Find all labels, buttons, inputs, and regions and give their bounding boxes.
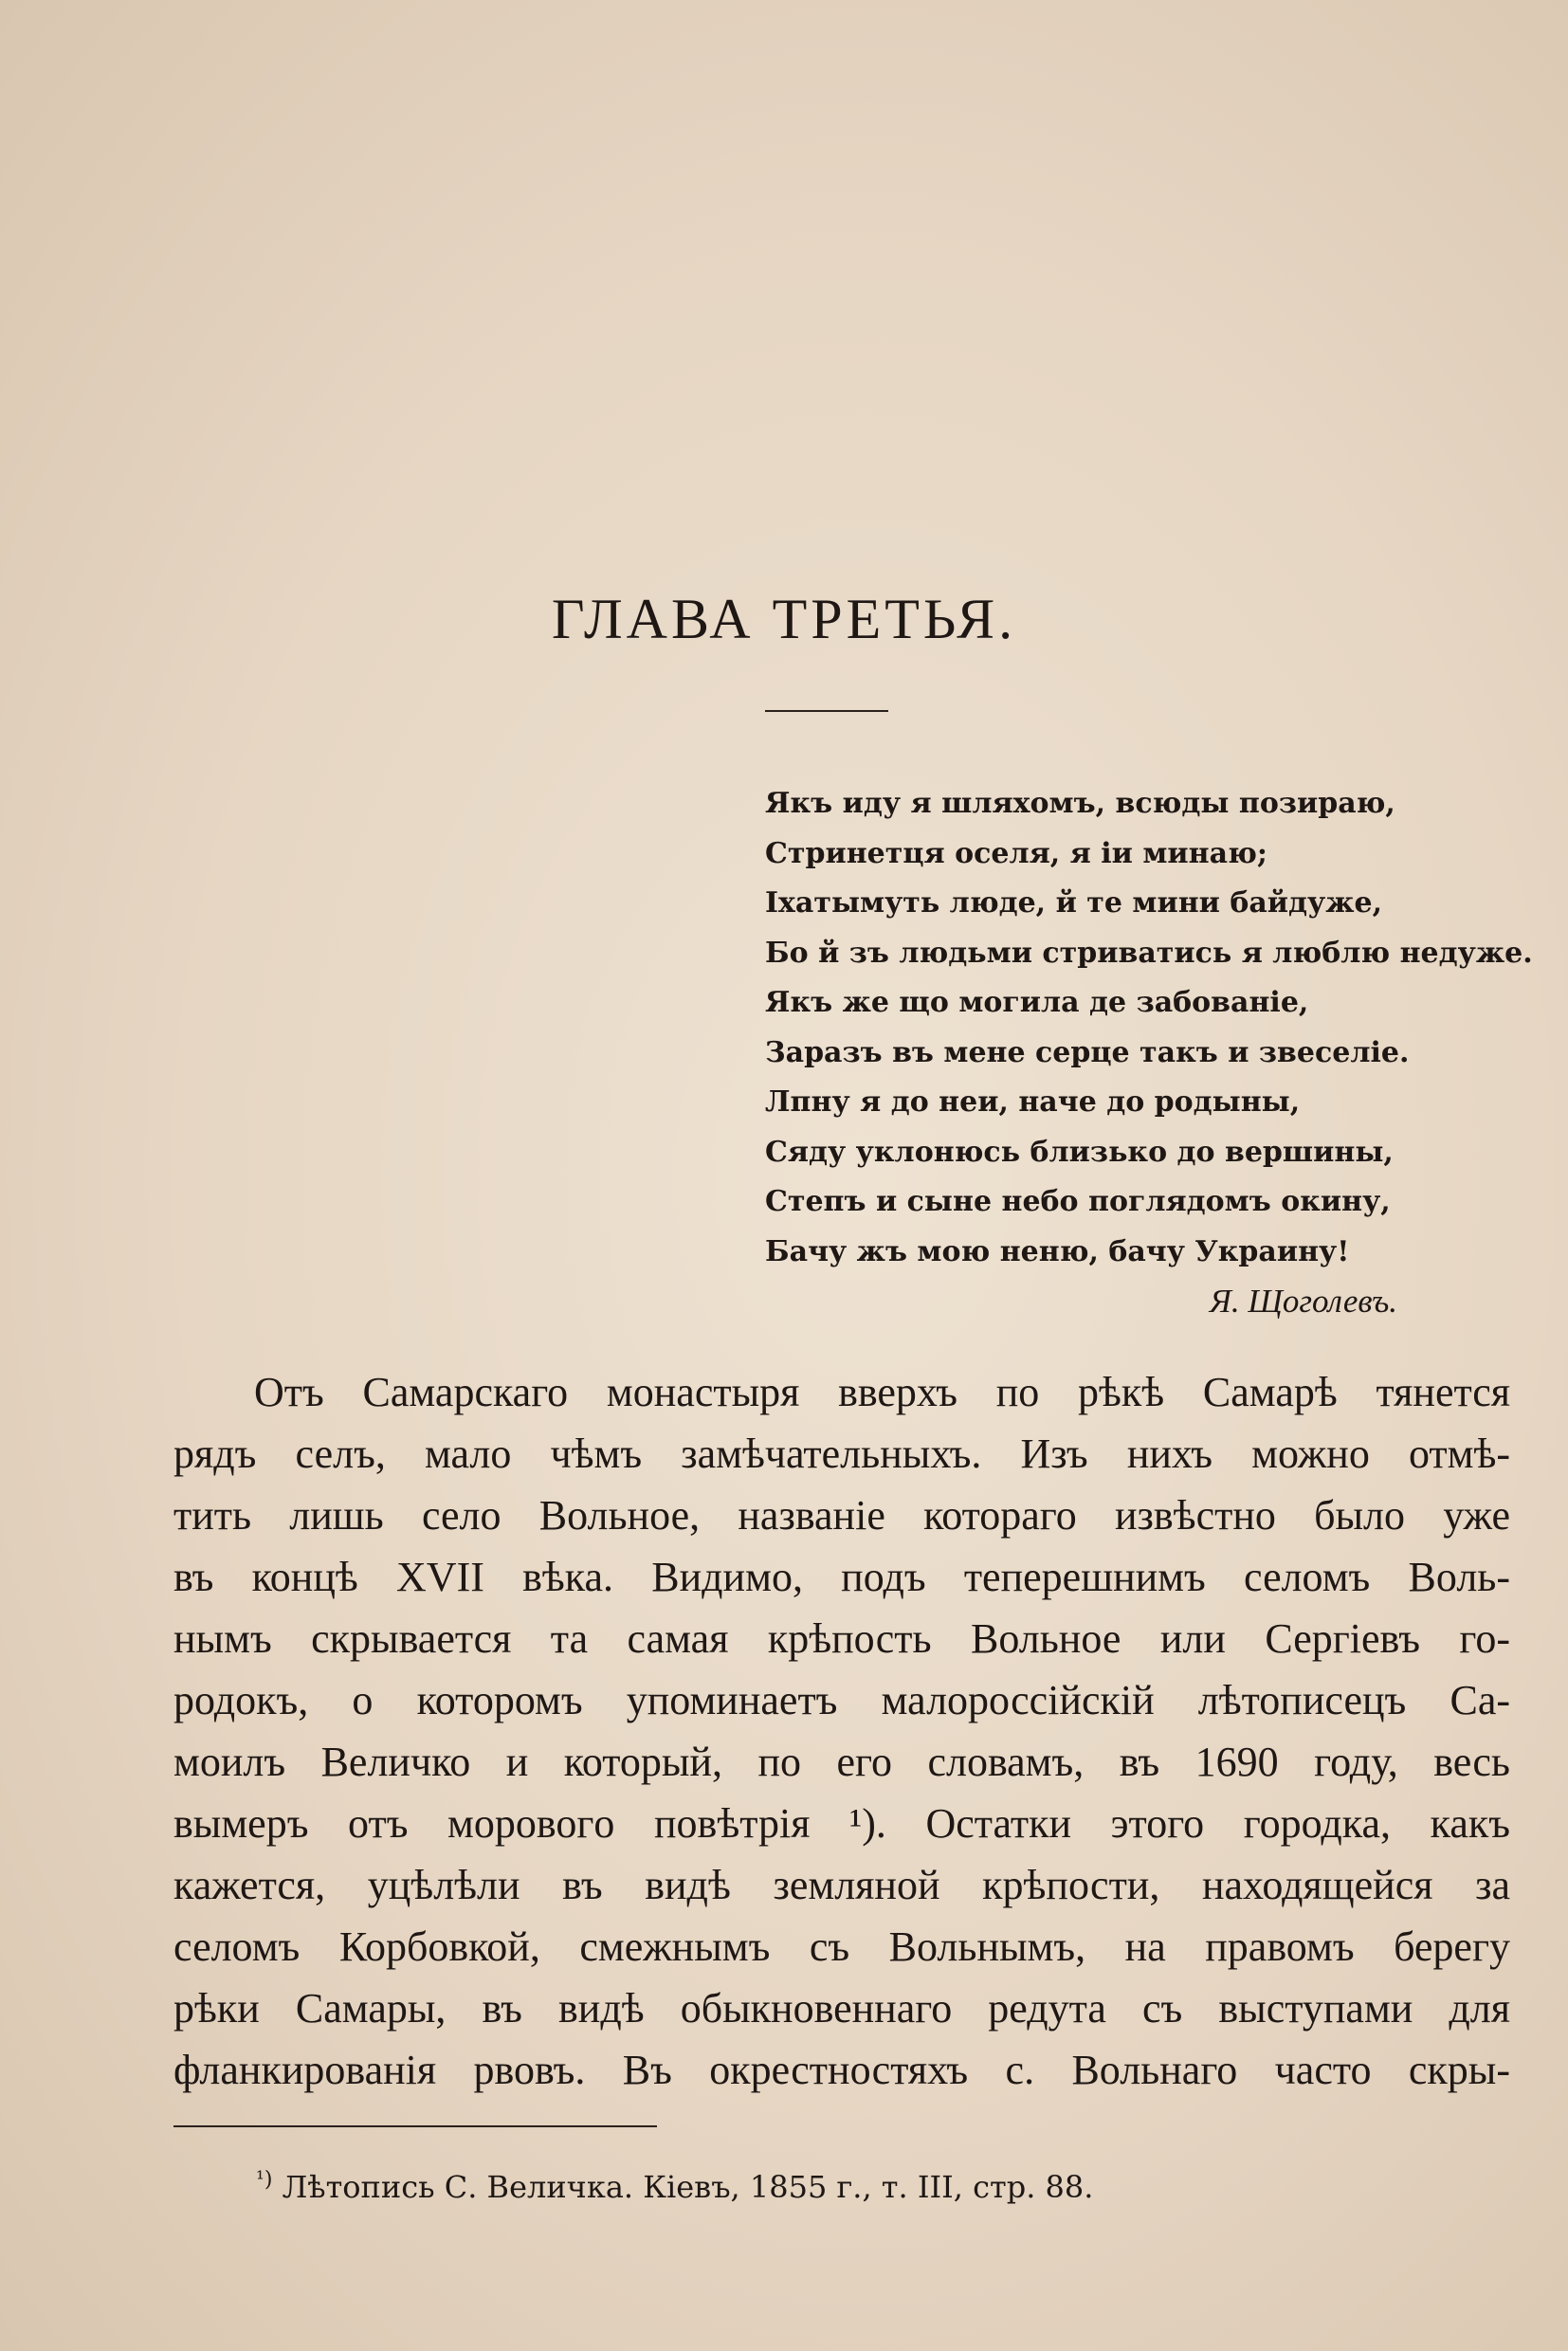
body-line: родокъ, о которомъ упоминаетъ малороссійскій лѣтописецъ Са- xyxy=(173,1677,1510,1723)
body-line: рядъ селъ, мало чѣмъ замѣчательныхъ. Изъ нихъ можно отмѣ- xyxy=(173,1431,1510,1477)
poem-line: Іхатымуть люде, й те мини байдуже, xyxy=(765,886,1383,920)
body-line: вымеръ отъ моровогo повѣтрія ¹). Остатки этого городка, какъ xyxy=(173,1800,1510,1847)
poem-line: Сяду уклонюсь близько до вершины, xyxy=(765,1135,1394,1169)
footnote-text: Лѣтопись С. Величка. Кіевъ, 1855 г., т. III, стр. 88. xyxy=(272,2169,1094,2205)
footnote-divider xyxy=(173,2125,657,2127)
poem-line: Степъ и сыне небо поглядомъ окину, xyxy=(765,1185,1391,1218)
poem-line: Стринетця оселя, я іи минаю; xyxy=(765,836,1267,870)
poem-line: Якъ же що могила де забованіе, xyxy=(765,986,1309,1019)
poem-line: Бачу жъ мою неню, бачу Украину! xyxy=(765,1234,1350,1268)
body-line: фланкированія рвовъ. Въ окрестностяхъ с. Вольнаго часто скры- xyxy=(173,2047,1510,2093)
body-line: моилъ Величко и который, по его словамъ, въ 1690 году, весь xyxy=(173,1739,1510,1785)
body-line: въ концѣ XVII вѣка. Видимо, подъ теперешнимъ селомъ Воль- xyxy=(173,1554,1510,1600)
body-paragraph xyxy=(173,1361,1510,2101)
epigraph-poem xyxy=(765,779,1533,1277)
chapter-title: ГЛАВА ТРЕТЬЯ. xyxy=(551,588,1017,650)
body-line: рѣки Самары, въ видѣ обыкновеннаго редута съ выступами для xyxy=(173,1985,1510,2032)
footnote-marker: ¹) xyxy=(256,2168,273,2192)
title-divider xyxy=(765,710,888,712)
body-line: нымъ скрывается та самая крѣпость Вольное или Сергіевъ го- xyxy=(173,1615,1510,1662)
body-line: кажется, уцѣлѣли въ видѣ земляной крѣпости, находящейся за xyxy=(173,1862,1510,1908)
poem-line: Лпну я до неи, наче до родыны, xyxy=(765,1085,1301,1119)
poem-line: Заразъ въ мене серце такъ и звеселіе. xyxy=(765,1035,1410,1069)
epigraph-author: Я. Щоголевъ. xyxy=(1209,1283,1397,1320)
body-line: тить лишь село Вольное, названіе котораго извѣстно было уже xyxy=(173,1492,1510,1539)
poem-line: Якъ иду я шляхомъ, всюды позираю, xyxy=(765,787,1395,820)
body-line: Отъ Самарскаго монастыря вверхъ по рѣкѣ Самарѣ тянется xyxy=(254,1369,1510,1415)
body-line: селомъ Корбовкой, смежнымъ съ Вольнымъ, на правомъ берегу xyxy=(173,1923,1510,1970)
footnote xyxy=(256,2157,1093,2211)
poem-line: Бо й зъ людьми стриватись я люблю недуже. xyxy=(765,936,1533,970)
